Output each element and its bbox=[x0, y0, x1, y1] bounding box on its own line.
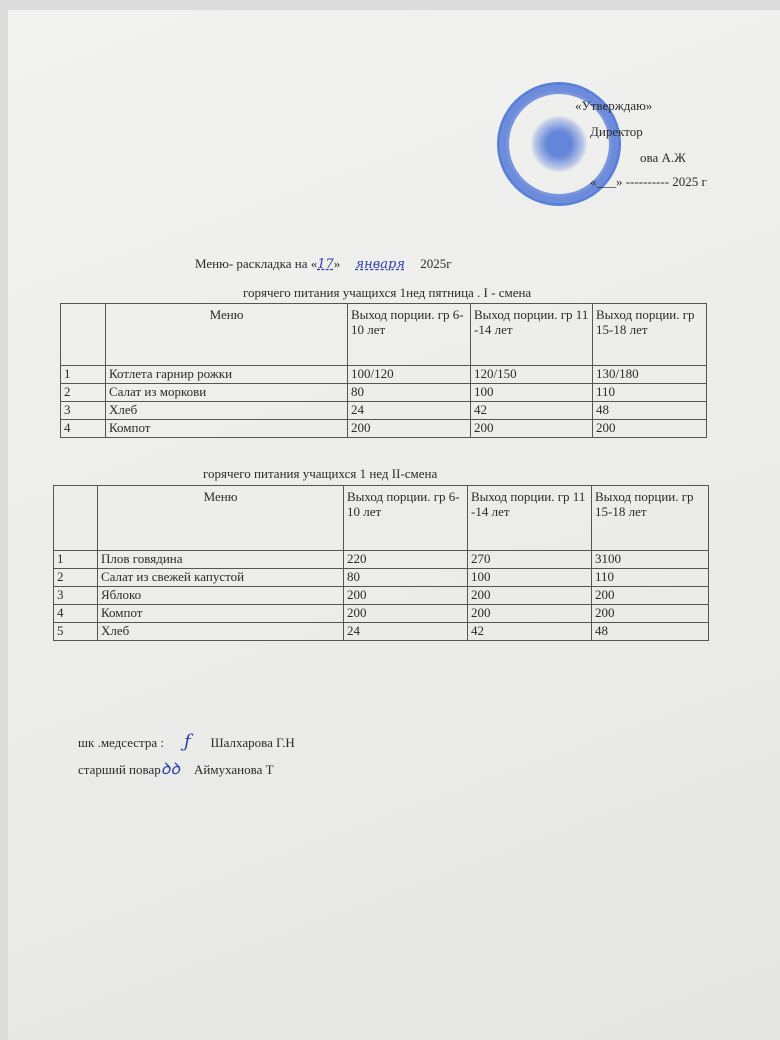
row-number: 2 bbox=[61, 384, 106, 402]
approval-name: ова А.Ж bbox=[640, 150, 686, 165]
portion-6-10: 220 bbox=[344, 551, 468, 569]
nurse-role: шк .медсестра : bbox=[78, 735, 165, 750]
table-row bbox=[61, 420, 707, 438]
portion-15-18: 48 bbox=[592, 623, 709, 641]
shift2-table bbox=[53, 485, 709, 641]
table-row bbox=[61, 366, 707, 384]
cook-name: Аймуханова Т bbox=[194, 762, 274, 777]
header-cell: Выход порции. гр 6-10 лет bbox=[348, 304, 471, 366]
document-title bbox=[195, 256, 452, 272]
header-cell: Выход порции. гр 11 -14 лет bbox=[471, 304, 593, 366]
table-row bbox=[54, 587, 709, 605]
portion-15-18: 130/180 bbox=[593, 366, 707, 384]
row-number: 3 bbox=[54, 587, 98, 605]
table-row bbox=[54, 551, 709, 569]
row-number: 2 bbox=[54, 569, 98, 587]
portion-11-14: 100 bbox=[468, 569, 592, 587]
portion-15-18: 200 bbox=[593, 420, 707, 438]
table-row bbox=[54, 605, 709, 623]
portion-15-18: 200 bbox=[592, 605, 709, 623]
portion-11-14: 200 bbox=[468, 605, 592, 623]
row-number: 1 bbox=[61, 366, 106, 384]
header-cell: Выход порции. гр 15-18 лет bbox=[593, 304, 707, 366]
portion-6-10: 80 bbox=[348, 384, 471, 402]
portion-15-18: 110 bbox=[593, 384, 707, 402]
header-cell: Выход порции. гр 15-18 лет bbox=[592, 486, 709, 551]
table-row bbox=[61, 384, 707, 402]
row-number: 3 bbox=[61, 402, 106, 420]
table-row bbox=[54, 569, 709, 587]
portion-11-14: 200 bbox=[471, 420, 593, 438]
portion-11-14: 42 bbox=[468, 623, 592, 641]
table-row bbox=[61, 402, 707, 420]
header-cell bbox=[54, 486, 98, 551]
dish-name: Хлеб bbox=[106, 402, 348, 420]
table-header-row bbox=[61, 304, 707, 366]
portion-6-10: 100/120 bbox=[348, 366, 471, 384]
row-number: 5 bbox=[54, 623, 98, 641]
portion-15-18: 200 bbox=[592, 587, 709, 605]
portion-11-14: 200 bbox=[468, 587, 592, 605]
portion-6-10: 24 bbox=[344, 623, 468, 641]
table-row bbox=[54, 623, 709, 641]
header-cell bbox=[61, 304, 106, 366]
shift2-caption: горячего питания учащихся 1 нед II-смена bbox=[203, 466, 438, 481]
portion-6-10: 80 bbox=[344, 569, 468, 587]
portion-11-14: 100 bbox=[471, 384, 593, 402]
portion-11-14: 270 bbox=[468, 551, 592, 569]
row-number: 4 bbox=[54, 605, 98, 623]
dish-name: Котлета гарнир рожки bbox=[106, 366, 348, 384]
portion-11-14: 42 bbox=[471, 402, 593, 420]
portion-11-14: 120/150 bbox=[471, 366, 593, 384]
dish-name: Компот bbox=[98, 605, 344, 623]
title-mid: » bbox=[333, 256, 344, 271]
title-month: января bbox=[355, 257, 405, 272]
portion-15-18: 48 bbox=[593, 402, 707, 420]
cook-signature-line bbox=[78, 757, 274, 779]
header-cell: Меню bbox=[106, 304, 348, 366]
cook-role: старший повар bbox=[78, 762, 161, 777]
portion-6-10: 200 bbox=[348, 420, 471, 438]
header-cell: Меню bbox=[98, 486, 344, 551]
header-cell: Выход порции. гр 6-10 лет bbox=[344, 486, 468, 551]
nurse-signature-line bbox=[78, 731, 295, 752]
row-number: 1 bbox=[54, 551, 98, 569]
dish-name: Салат из моркови bbox=[106, 384, 348, 402]
shift1-caption: горячего питания учащихся 1нед пятница . I - смена bbox=[243, 285, 532, 300]
nurse-name: Шалхарова Г.Н bbox=[210, 735, 295, 750]
title-prefix: Меню- раскладка на « bbox=[195, 256, 318, 271]
table-header-row bbox=[54, 486, 709, 551]
nurse-signature: ƒ bbox=[183, 731, 191, 752]
portion-6-10: 200 bbox=[344, 605, 468, 623]
dish-name: Салат из свежей капустой bbox=[98, 569, 344, 587]
dish-name: Яблоко bbox=[98, 587, 344, 605]
approval-position: Директор bbox=[590, 124, 643, 139]
dish-name: Компот bbox=[106, 420, 348, 438]
approval-label: «Утверждаю» bbox=[575, 98, 653, 113]
dish-name: Плов говядина bbox=[98, 551, 344, 569]
portion-15-18: 110 bbox=[592, 569, 709, 587]
cook-signature: ꝺꝺ bbox=[160, 759, 180, 778]
title-day: 17 bbox=[317, 257, 334, 272]
portion-6-10: 24 bbox=[348, 402, 471, 420]
title-suffix: 2025г bbox=[416, 256, 452, 271]
shift1-table bbox=[60, 303, 707, 438]
row-number: 4 bbox=[61, 420, 106, 438]
header-cell: Выход порции. гр 11 -14 лет bbox=[468, 486, 592, 551]
portion-15-18: 3100 bbox=[592, 551, 709, 569]
portion-6-10: 200 bbox=[344, 587, 468, 605]
dish-name: Хлеб bbox=[98, 623, 344, 641]
approval-date: «___» ---------- 2025 г bbox=[590, 174, 707, 189]
